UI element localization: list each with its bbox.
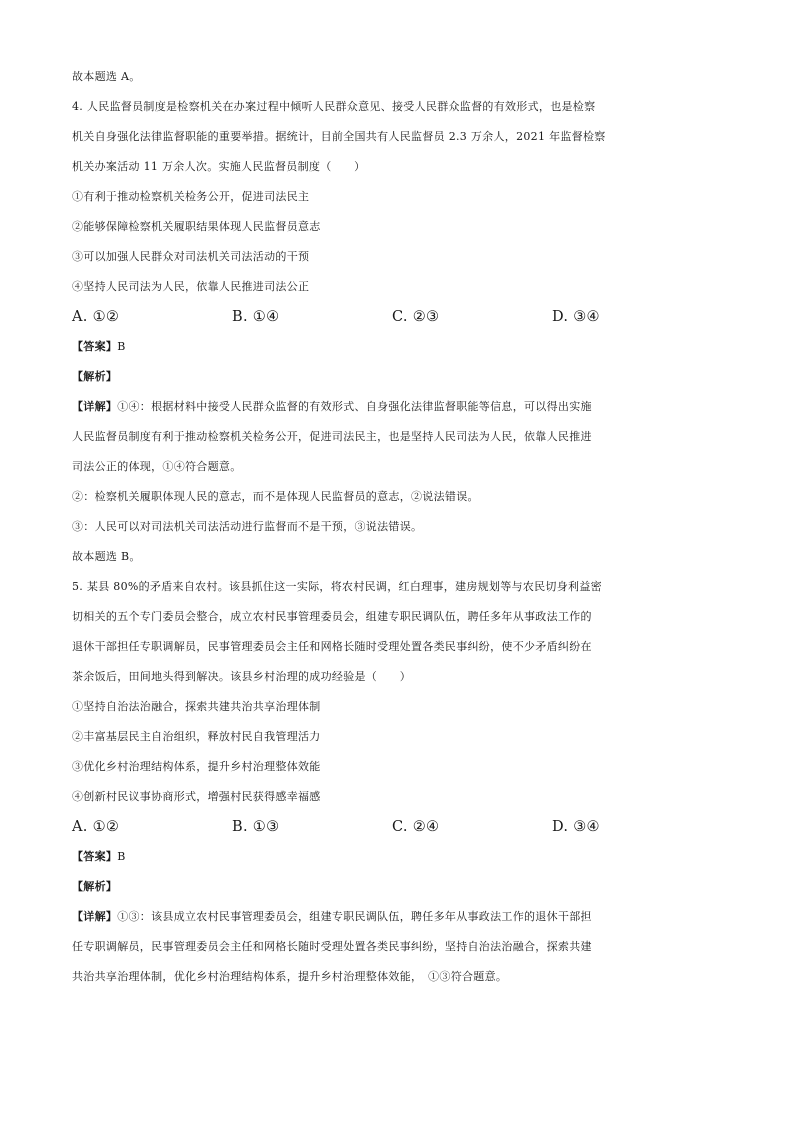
q4-conclusion: 故本题选 B。	[72, 550, 141, 563]
q5-option-d: D. ③④	[552, 819, 600, 835]
q4-option-c: C. ②③	[392, 309, 440, 325]
q4-note-3: ③：人民可以对司法机关司法活动进行监督而不是干预，③说法错误。	[72, 520, 423, 533]
previous-conclusion: 故本题选 A。	[72, 70, 141, 83]
q4-stem-line: 机关自身强化法律监督职能的重要举措。据统计，目前全国共有人民监督员 2.3 万余人，2021 年监督检察	[72, 130, 606, 143]
q4-answer	[72, 332, 732, 362]
q4-detail-line: 人民监督员制度有利于推动检察机关检务公开，促进司法民主，也是坚持人民司法为人民，依靠人民推进	[72, 430, 592, 443]
q5-statement-4: ④创新村民议事协商形式，增强村民获得感幸福感	[72, 790, 321, 803]
q4-stem	[72, 92, 732, 182]
q5-statement-3: ③优化乡村治理结构体系，提升乡村治理整体效能	[72, 760, 321, 773]
q5-option-c: C. ②④	[392, 819, 440, 835]
q5-stem	[72, 572, 732, 692]
q4-statement-2: ②能够保障检察机关履职结果体现人民监督员意志	[72, 220, 321, 233]
detail-tag: 【详解】	[72, 910, 118, 923]
q4-statement-4: ④坚持人民司法为人民，依靠人民推进司法公正	[72, 280, 310, 293]
q5-stem-line: 茶余饭后，田间地头得到解决。该县乡村治理的成功经验是（ ）	[72, 670, 411, 683]
answer-tag: 【答案】	[72, 850, 118, 863]
q4-stem-line: 4. 人民监督员制度是检察机关在办案过程中倾听人民群众意见、接受人民群众监督的有效形式，也是检察	[72, 100, 596, 113]
q5-answer	[72, 842, 732, 872]
answer-value: B	[117, 850, 126, 863]
q5-detail-line	[72, 902, 732, 932]
q5-options	[72, 812, 732, 842]
q4-option-d: D. ③④	[552, 309, 600, 325]
q5-statement-2: ②丰富基层民主自治组织，释放村民自我管理活力	[72, 730, 321, 743]
q5-detail-line: 任专职调解员，民事管理委员会主任和网格长随时受理处置各类民事纠纷，坚持自治法治融合，探索共建	[72, 940, 592, 953]
q4-statement-3: ③可以加强人民群众对司法机关司法活动的干预	[72, 250, 310, 263]
analysis-tag: 【解析】	[72, 370, 118, 383]
q5-detail-line: 共治共享治理体制，优化乡村治理结构体系，提升乡村治理整体效能， ①③符合题意。	[72, 970, 508, 983]
q4-detail-line: 司法公正的体现，①④符合题意。	[72, 460, 242, 473]
q4-option-b: B. ①④	[232, 309, 280, 325]
q4-note-2: ②：检察机关履职体现人民的意志，而不是体现人民监督员的意志，②说法错误。	[72, 490, 479, 503]
q5-stem-line: 切相关的五个专门委员会整合，成立农村民事管理委员会，组建专职民调队伍，聘任多年从事政法工作的	[72, 610, 592, 623]
q5-option-a: A. ①②	[72, 819, 120, 835]
detail-tag: 【详解】	[72, 400, 118, 413]
answer-value: B	[117, 340, 126, 353]
q4-statement-1: ①有利于推动检察机关检务公开，促进司法民主	[72, 190, 310, 203]
q4-detail-line	[72, 392, 732, 422]
q5-stem-line: 5. 某县 80%的矛盾来自农村。该县抓住这一实际，将农村民调，红白理事，建房规划等与农民切身利益密	[72, 580, 602, 593]
q5-detail	[72, 902, 732, 992]
q4-stem-line: 机关办案活动 11 万余人次。实施人民监督员制度（ ）	[72, 160, 366, 173]
q5-detail-text: ①③：该县成立农村民事管理委员会，组建专职民调队伍，聘任多年从事政法工作的退休干部担	[117, 910, 592, 923]
analysis-tag: 【解析】	[72, 880, 118, 893]
q4-detail-text: ①④：根据材料中接受人民群众监督的有效形式、自身强化法律监督职能等信息，可以得出实施	[117, 400, 592, 413]
q4-options	[72, 302, 732, 332]
q4-detail	[72, 392, 732, 482]
document-page	[72, 62, 732, 992]
q5-analysis-heading	[72, 872, 732, 902]
q4-analysis-heading	[72, 362, 732, 392]
q5-statement-1: ①坚持自治法治融合，探索共建共治共享治理体制	[72, 700, 321, 713]
q5-stem-line: 退休干部担任专职调解员，民事管理委员会主任和网格长随时受理处置各类民事纠纷，使不少矛盾纠纷在	[72, 640, 592, 653]
q4-option-a: A. ①②	[72, 309, 120, 325]
answer-tag: 【答案】	[72, 340, 118, 353]
q5-option-b: B. ①③	[232, 819, 280, 835]
